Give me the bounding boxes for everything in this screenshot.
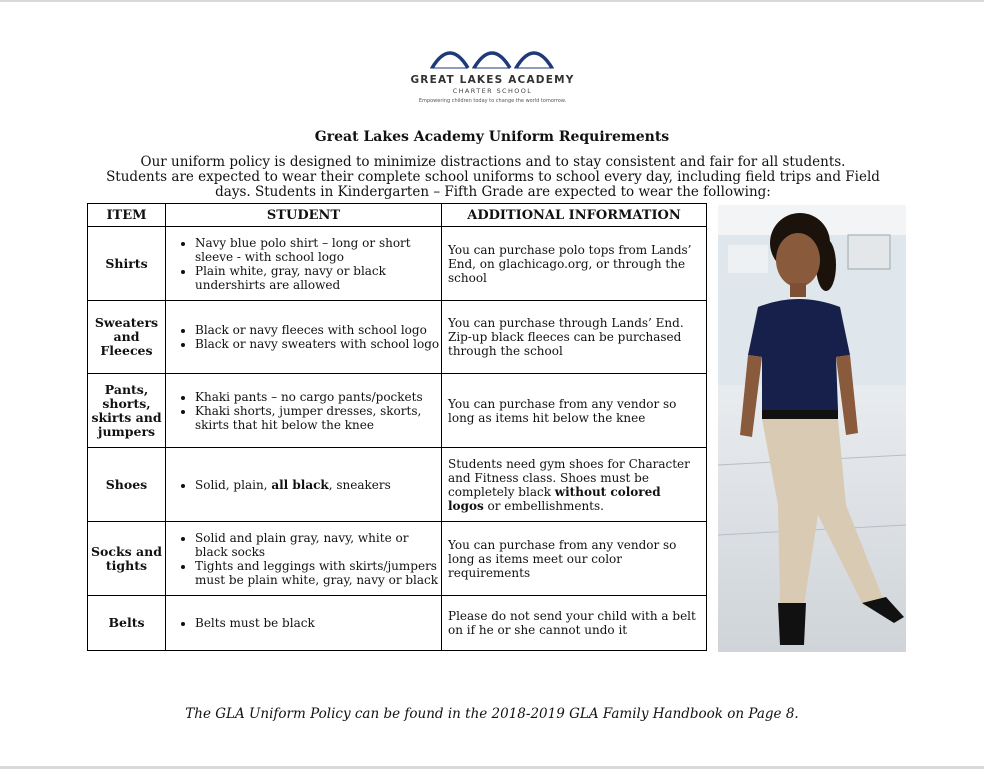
- item-cell: Sweaters and Fleeces: [88, 301, 166, 374]
- list-item: • Khaki shorts, jumper dresses, skorts, skirts that hit below the knee: [195, 404, 440, 432]
- item-cell: Belts: [88, 596, 166, 651]
- student-cell: [166, 596, 442, 651]
- student-cell: [166, 227, 442, 301]
- list-item: • Khaki pants – no cargo pants/pockets: [195, 390, 440, 404]
- shoes-student-pre: Solid, plain,: [195, 477, 272, 492]
- footer-note: The GLA Uniform Policy can be found in the 2018-2019 GLA Family Handbook on Page 8.: [185, 706, 799, 722]
- student-cell: [166, 374, 442, 448]
- info-cell: You can purchase from any vendor so long as items hit below the knee: [442, 374, 707, 448]
- item-cell: Pants, shorts, skirts and jumpers: [88, 374, 166, 448]
- list-item: • Navy blue polo shirt – long or short sleeve - with school logo: [195, 236, 440, 264]
- shoes-student-post: , sneakers: [328, 477, 391, 492]
- table-row-socks: [88, 522, 707, 596]
- logo-tagline: Empowering children today to change the world tomorrow.: [418, 98, 567, 104]
- top-border: [0, 0, 984, 2]
- item-cell: Shirts: [88, 227, 166, 301]
- logo-school-name: GREAT LAKES ACADEMY: [410, 74, 575, 86]
- uniform-requirements-table: [87, 203, 707, 651]
- table-row-shoes: [88, 448, 707, 522]
- list-item: • Black or navy fleeces with school logo: [195, 323, 440, 337]
- header-additional-information: ADDITIONAL INFORMATION: [442, 204, 707, 227]
- shoes-info-bold: without colored logos: [448, 484, 661, 513]
- header-item: ITEM: [88, 204, 166, 227]
- list-item: • Plain white, gray, navy or black undershirts are allowed: [195, 264, 440, 292]
- list-item: • Tights and leggings with skirts/jumpers must be plain white, gray, navy or black: [195, 559, 440, 587]
- mountain-logo-icon: [428, 44, 558, 72]
- intro-line-2: Students are expected to wear their complete school uniforms to school every day, including field trips and Field days. Students in Kindergarten – Fifth Grade are expected to wear the following:: [106, 169, 880, 200]
- info-cell: You can purchase through Lands’ End. Zip-up black fleeces can be purchased through the school: [442, 301, 707, 374]
- student-cell: [166, 301, 442, 374]
- logo-subtitle: CHARTER SCHOOL: [452, 87, 533, 95]
- list-item: • Black or navy sweaters with school logo: [195, 337, 440, 351]
- info-cell: You can purchase from any vendor so long as items meet our color requirements: [442, 522, 707, 596]
- list-item: • Solid and plain gray, navy, white or black socks: [195, 531, 440, 559]
- table-row-pants: [88, 374, 707, 448]
- info-cell: You can purchase polo tops from Lands’ End, on glachicago.org, or through the school: [442, 227, 707, 301]
- student-cell: [166, 522, 442, 596]
- table-row-belts: [88, 596, 707, 651]
- list-item: • Belts must be black: [195, 616, 440, 630]
- item-cell: Socks and tights: [88, 522, 166, 596]
- school-logo: [405, 44, 580, 114]
- list-item: [195, 478, 440, 492]
- table-header-row: [88, 204, 707, 227]
- document-title: Great Lakes Academy Uniform Requirements: [314, 129, 670, 145]
- table-row-shirts: [88, 227, 707, 301]
- shoes-info-post: or embellishments.: [483, 498, 604, 513]
- info-cell: Please do not send your child with a belt on if he or she cannot undo it: [442, 596, 707, 651]
- shoes-student-bold: all black: [271, 477, 329, 492]
- item-cell: Shoes: [88, 448, 166, 522]
- student-photo-illustration: [718, 205, 906, 652]
- intro-line-1: Our uniform policy is designed to minimize distractions and to stay consistent and fair for all students.: [140, 154, 846, 170]
- intro-paragraph: [88, 155, 898, 200]
- table-row-sweaters: [88, 301, 707, 374]
- info-cell: [442, 448, 707, 522]
- shoes-info-pre: Students need gym shoes for Character and Fitness class. Shoes must be completely black: [448, 456, 690, 499]
- student-cell: [166, 448, 442, 522]
- student-uniform-photo: [718, 205, 906, 652]
- header-student: STUDENT: [166, 204, 442, 227]
